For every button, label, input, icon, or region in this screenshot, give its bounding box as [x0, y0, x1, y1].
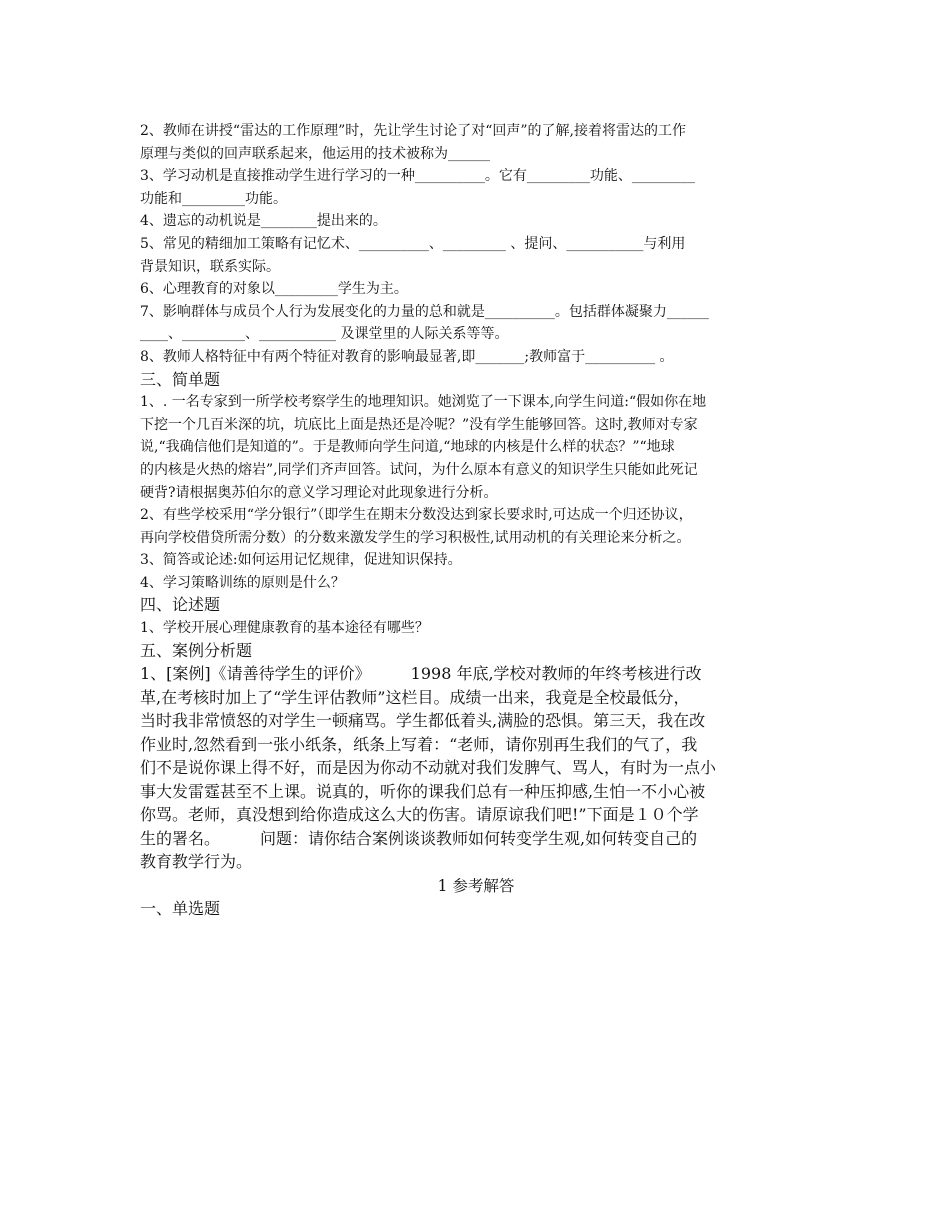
text-line: 8、教师人格特征中有两个特征对教育的影响最显著,即_______;教师富于__________ 。	[140, 348, 674, 365]
text-line: 4、遗忘的动机说是________提出来的。	[140, 213, 387, 230]
case-line: 1、[案例]《请善待学生的评价》 1998 年底,学校对教师的年终考核进行改	[140, 664, 702, 684]
text-line: 硬背?请根据奥苏伯尔的意义学习理论对此现象进行分析。	[140, 484, 498, 501]
document-page	[140, 120, 812, 920]
text-line: 5、常见的精细加工策略有记忆术、__________、_________ 、提问、___________与利用	[140, 235, 686, 252]
text-line: 功能和_________功能。	[140, 190, 287, 207]
text-line: ____、_________、___________ 及课堂里的人际关系等等。	[140, 326, 509, 343]
essay-questions	[140, 617, 812, 640]
case-line: 作业时,忽然看到一张小纸条，纸条上写着：“老师，请你别再生我们的气了，我	[140, 734, 698, 754]
section-heading-case-analysis: 五、案例分析题	[140, 640, 253, 660]
text-line: 3、学习动机是直接推动学生进行学习的一种__________。它有_________功能、_________	[140, 168, 695, 185]
text-line: 再向学校借贷所需分数）的分数来激发学生的学习积极性,试用动机的有关理论来分析之。	[140, 529, 691, 546]
section-heading-single-choice: 一、单选题	[140, 898, 221, 918]
text-line: 2、有些学校采用“学分银行”（即学生在期末分数没达到家长要求时,可达成一个归还协议，	[140, 507, 693, 524]
case-line: 生的署名。 问题：请你结合案例谈谈教师如何转变学生观,如何转变自己的	[140, 828, 698, 848]
case-line: 当时我非常愤怒的对学生一顿痛骂。学生都低着头,满脸的恐惧。第三天，我在改	[140, 711, 706, 731]
text-line: 1、. 一名专家到一所学校考察学生的地理知识。她浏览了一下课本,向学生问道:“假如你在地	[140, 394, 707, 411]
text-line: 3、简答或论述:如何运用记忆规律，促进知识保持。	[140, 552, 462, 569]
text-line: 4、学习策略训练的原则是什么？	[140, 574, 345, 591]
case-line: 你骂。老师，真没想到给你造成这么大的伤害。请原谅我们吧!”下面是１０个学	[140, 805, 699, 825]
text-line: 2、教师在讲授“雷达的工作原理”时，先让学生讨论了对“回声”的了解,接着将雷达的工作	[140, 123, 686, 139]
text-line: 下挖一个几百米深的坑，坑底比上面是热还是冷呢？”没有学生能够回答。这时,教师对专家	[140, 416, 698, 433]
section-heading-short-answer: 三、简单题	[140, 369, 221, 389]
case-line: 事大发雷霆甚至不上课。说真的，听你的课我们总有一种压抑感,生怕一不小心被	[140, 781, 706, 801]
case-analysis-question	[140, 662, 812, 874]
case-line: 教育教学行为。	[140, 852, 253, 872]
text-line: 7、影响群体与成员个人行为发展变化的力量的总和就是__________。包括群体凝聚力______	[140, 303, 709, 320]
short-answer-questions	[140, 391, 812, 594]
text-line: 6、心理教育的对象以_________学生为主。	[140, 281, 408, 298]
text-line: 的内核是火热的熔岩”,同学们齐声回答。试问，为什么原本有意义的知识学生只能如此死记	[140, 461, 698, 478]
text-line: 1、学校开展心理健康教育的基本途径有哪些？	[140, 620, 429, 637]
answer-section-title: 1 参考解答	[437, 876, 515, 895]
text-line: 背景知识，联系实际。	[140, 258, 280, 275]
case-line: 革,在考核时加上了“学生评估教师”这栏目。成绩一出来，我竟是全校最低分，	[140, 687, 690, 707]
text-line: 原理与类似的回声联系起来，他运用的技术被称为______	[140, 145, 490, 162]
section-heading-essay: 四、论述题	[140, 595, 221, 615]
text-line: 说,“我确信他们是知道的”。于是教师向学生问道,“地球的内核是什么样的状态？”“地球	[140, 439, 675, 456]
case-line: 们不是说你课上得不好，而是因为你动不动就对我们发脾气、骂人，有时为一点小	[140, 758, 717, 778]
fill-blank-questions	[140, 120, 812, 369]
